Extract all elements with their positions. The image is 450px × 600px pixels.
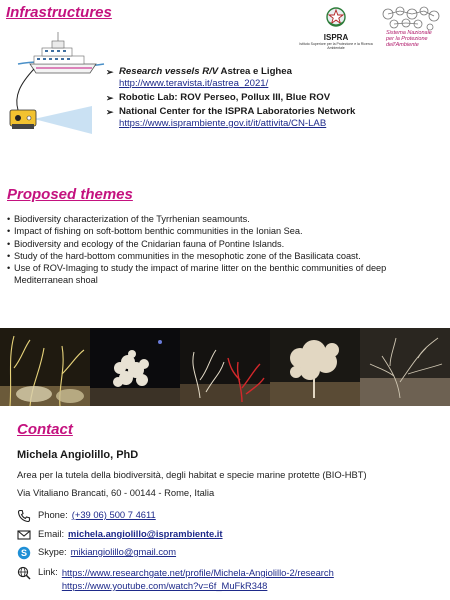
globe-search-icon [17, 566, 31, 580]
infra-item-robotic-lab [106, 92, 446, 104]
skype-icon [17, 546, 31, 560]
vessels-prefix: Research vessels R/V [119, 66, 219, 77]
photo-red-gorgonian [180, 328, 270, 406]
vessels-link[interactable]: http://www.teravista.it/astrea_2021/ [119, 78, 269, 89]
snpa-text [386, 30, 432, 48]
snpa-logo [378, 6, 444, 50]
robotic-lab-text: Robotic Lab: ROV Perseo, Pollux III, Blue ROV [119, 92, 331, 103]
contact-title: Contact [17, 421, 73, 438]
snpa-line-1: Sistema Nazionale [386, 30, 432, 36]
phone-row [17, 509, 156, 523]
email-label: Email: [38, 528, 65, 539]
skype-label: Skype: [38, 546, 67, 557]
snpa-network-icon [378, 6, 444, 32]
email-row [17, 528, 223, 542]
infra-item-national-center [106, 106, 446, 118]
photo-coral-bush [270, 328, 360, 406]
links-row [17, 566, 334, 592]
ispra-name: ISPRA [323, 33, 349, 42]
arrow-bullet-icon: ➢ [106, 107, 114, 117]
skype-link[interactable]: mikiangiolillo@gmail.com [70, 546, 177, 557]
infra-item-vessels [106, 66, 446, 78]
vessels-text: Astrea e Lighea [218, 66, 292, 77]
researchgate-link[interactable]: https://www.researchgate.net/profile/Michela-Angiolillo-2/research [61, 567, 334, 578]
youtube-link[interactable]: https://www.youtube.com/watch?v=6f_MuFkR348 [61, 580, 268, 591]
photo-black-coral [360, 328, 450, 406]
photo-sea-fans [0, 328, 90, 406]
theme-item: • Use of ROV-Imaging to study the impact of marine litter on the benthic communities of deep Mediterranean shoal [7, 262, 445, 287]
photo-white-coral [90, 328, 180, 406]
contact-address: Via Vitaliano Brancati, 60 - 00144 - Rome, Italia [17, 487, 215, 498]
phone-icon [17, 509, 31, 523]
link-list [62, 566, 334, 592]
arrow-bullet-icon: ➢ [106, 67, 114, 77]
phone-label: Phone: [38, 509, 68, 520]
vessel-and-rov-illustration [0, 24, 110, 142]
theme-item: • Biodiversity characterization of the Tyrrhenian seamounts. [7, 213, 445, 225]
email-link[interactable]: michela.angiolillo@isprambiente.it [68, 528, 223, 539]
national-center-link[interactable]: https://www.isprambiente.gov.it/it/attivita/CN-LAB [119, 118, 327, 129]
theme-item: • Impact of fishing on soft-bottom benthic communities in the Ionian Sea. [7, 225, 445, 237]
svg-text:S: S [20, 548, 28, 559]
ispra-logo [296, 6, 376, 50]
underwater-photo-strip [0, 328, 450, 406]
ispra-subtitle: Istituto Superiore per la Protezione e la Ricerca Ambientale [299, 42, 373, 50]
snpa-line-3: dell'Ambiente [386, 42, 419, 48]
snpa-line-2: per la Protezione [386, 36, 428, 42]
skype-row [17, 546, 176, 560]
themes-title: Proposed themes [7, 186, 133, 203]
infrastructures-title: Infrastructures [6, 4, 112, 21]
phone-link[interactable]: (+39 06) 500 7 4611 [71, 509, 156, 520]
infrastructures-list [106, 66, 446, 132]
contact-affiliation: Area per la tutela della biodiversità, degli habitat e specie marine protette (BIO-HBT) [17, 469, 367, 480]
national-center-text: National Center for the ISPRA Laboratories Network [119, 106, 356, 117]
contact-name: Michela Angiolillo, PhD [17, 449, 139, 461]
theme-item: • Study of the hard-bottom communities in the mesophotic zone of the Basilicata coast. [7, 250, 445, 262]
email-icon [17, 528, 31, 542]
italian-emblem-icon [326, 6, 346, 28]
arrow-bullet-icon: ➢ [106, 93, 114, 103]
themes-list [7, 213, 445, 287]
theme-item: • Biodiversity and ecology of the Cnidarian fauna of Pontine Islands. [7, 238, 445, 250]
link-label: Link: [38, 566, 58, 577]
